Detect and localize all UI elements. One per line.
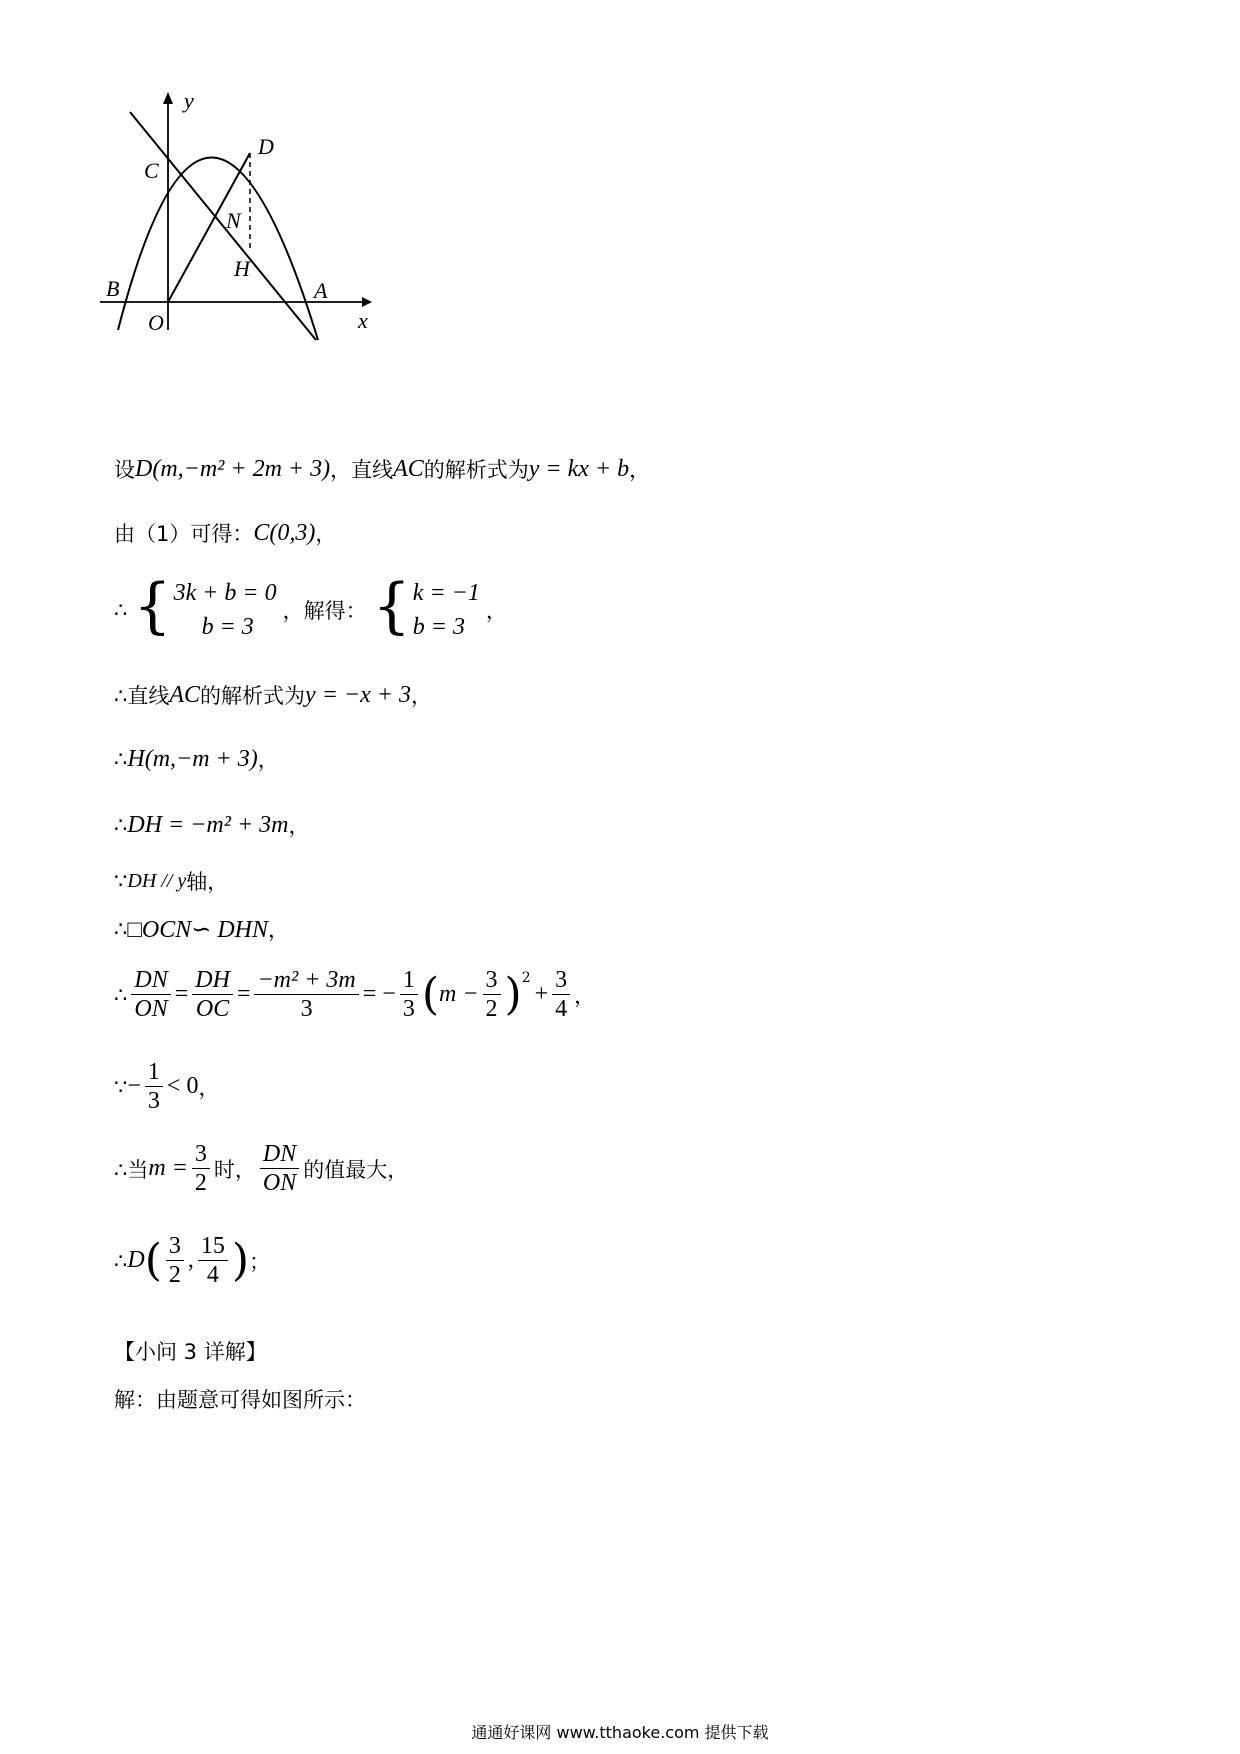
solution-line-2 xyxy=(114,518,336,548)
system-row: b = 3 xyxy=(201,614,254,640)
math-parallel: DH // y xyxy=(127,869,187,892)
fraction-dn-on xyxy=(131,966,170,1023)
section-heading xyxy=(114,1336,267,1366)
math-dh: DH = −m² + 3m xyxy=(127,811,289,838)
solution-line-3 xyxy=(114,571,507,644)
therefore-symbol: ∴ xyxy=(114,982,128,1007)
math-eq: y = kx + b xyxy=(528,455,630,482)
text: ， xyxy=(257,748,279,772)
system-row: k = −1 xyxy=(412,580,480,606)
math-d-point: D(m,−m² + 2m + 3) xyxy=(135,455,331,482)
numerator: 3 xyxy=(483,966,501,995)
text: 时， xyxy=(213,1157,256,1182)
denominator: ON xyxy=(134,996,168,1022)
label-c: C xyxy=(144,158,159,183)
numerator: 1 xyxy=(400,966,418,995)
text: 的值最大， xyxy=(303,1157,409,1182)
fraction-one-third xyxy=(145,1058,163,1115)
label-n: N xyxy=(226,208,241,233)
brace-icon: { xyxy=(133,571,172,641)
text: 的解析式为 xyxy=(200,684,306,708)
denominator: 3 xyxy=(402,996,415,1022)
text: ， xyxy=(574,983,596,1008)
denominator: 3 xyxy=(147,1088,160,1114)
parabola-figure xyxy=(100,90,430,390)
fraction-fifteen-quarters xyxy=(198,1232,228,1289)
fraction-three-halves xyxy=(483,966,501,1023)
solution-line-14 xyxy=(114,1384,366,1414)
denominator: OC xyxy=(195,996,230,1022)
label-x: x xyxy=(358,308,368,333)
text: 解：由题意可得如图所示： xyxy=(114,1388,366,1412)
solution-line-6 xyxy=(114,810,309,840)
solution-line-10: ∵ − $\frac{1}{3}$ < 0 ， xyxy=(114,1059,220,1114)
inequality: < 0 xyxy=(166,1073,199,1099)
fraction-three-halves xyxy=(166,1232,184,1289)
numerator: −m² + 3m xyxy=(254,966,358,995)
math-h-point: H(m,−m + 3) xyxy=(127,745,258,772)
math-ac: AC xyxy=(393,455,424,482)
equation-system-1 xyxy=(133,571,277,644)
fraction-three-quarters xyxy=(552,966,570,1023)
text: 的解析式为 xyxy=(423,458,529,482)
line-ac xyxy=(130,112,316,340)
because-symbol: ∵ xyxy=(114,1074,128,1099)
numerator: 15 xyxy=(198,1232,228,1261)
solution-line-12: ∴ D ( $\frac{3}{2}$ , $\frac{15}{4}$ ) ； xyxy=(114,1233,271,1288)
denominator: 2 xyxy=(194,1170,207,1196)
page-footer: 通通好课网 www.tthaoke.com 提供下载 xyxy=(471,1723,769,1742)
math-c-point: C(0,3) xyxy=(253,519,316,546)
system-row: b = 3 xyxy=(412,614,465,640)
therefore-symbol: ∴ xyxy=(114,917,128,941)
solution-line-9: ∴ $\frac{DN}{ON}$ = $\frac{DH}{OC}$ = $\frac{\text{−m² + 3m}}{3}$ = − $\frac{1}{3}$ ( m − $\frac{3}{2}$ ) $^2$ + $\frac{3}{4}$ ， xyxy=(114,967,596,1022)
text: ， xyxy=(629,458,651,482)
text: ， xyxy=(485,599,507,623)
math-d: D xyxy=(127,1247,145,1273)
text: 设 xyxy=(114,458,135,482)
math-eq: y = −x + 3 xyxy=(305,681,411,708)
text: 轴， xyxy=(186,870,229,894)
math-ac: AC xyxy=(169,681,201,708)
denominator: ON xyxy=(262,1170,297,1196)
fraction-one-third xyxy=(400,966,418,1023)
label-o: O xyxy=(148,310,164,335)
fraction-dn-on xyxy=(260,1140,299,1197)
numerator: DH xyxy=(192,966,233,995)
numerator: 3 xyxy=(166,1232,184,1261)
denominator: 3 xyxy=(300,996,313,1022)
numerator: 1 xyxy=(145,1058,163,1087)
text: ∴直线 xyxy=(114,684,170,708)
label-a: A xyxy=(314,278,328,303)
numerator: DN xyxy=(131,966,170,995)
text: ， xyxy=(288,814,310,838)
text: ，解得： xyxy=(282,599,367,623)
numerator: DN xyxy=(260,1140,299,1169)
label-b: B xyxy=(106,276,120,301)
solution-line-4 xyxy=(114,680,432,710)
text: ∴当 xyxy=(114,1157,149,1182)
because-symbol: ∵ xyxy=(114,869,128,893)
label-y: y xyxy=(184,90,194,113)
y-axis-arrow xyxy=(163,92,173,104)
solution-line-7 xyxy=(114,866,228,896)
denominator: 4 xyxy=(555,996,568,1022)
solution-line-8 xyxy=(114,914,289,944)
heading-text: 【小问 3 详解】 xyxy=(114,1340,267,1364)
solution-line-11 xyxy=(114,1140,408,1197)
math-similar: □OCN∽ DHN xyxy=(127,916,268,943)
therefore-symbol: ∴ xyxy=(114,1248,128,1273)
denominator: 2 xyxy=(168,1262,181,1288)
fraction-dh-oc xyxy=(192,966,233,1023)
text: ， xyxy=(315,522,337,546)
text: ， xyxy=(198,1075,220,1100)
denominator: 4 xyxy=(206,1262,219,1288)
numerator: 3 xyxy=(552,966,570,995)
fraction-three-halves xyxy=(192,1140,210,1197)
therefore-symbol: ∴ xyxy=(114,813,128,837)
label-h: H xyxy=(234,256,250,281)
numerator: 3 xyxy=(192,1140,210,1169)
system-row: 3k + b = 0 xyxy=(173,580,277,606)
denominator: 2 xyxy=(485,996,498,1022)
text: ； xyxy=(249,1249,271,1274)
fraction-expr xyxy=(254,966,358,1023)
equation-system-2 xyxy=(372,571,480,644)
therefore-symbol: ∴ xyxy=(114,598,128,622)
text: 由（1）可得： xyxy=(114,522,254,546)
text: ， xyxy=(410,684,432,708)
text: ， xyxy=(268,918,289,942)
therefore-symbol: ∴ xyxy=(114,747,128,771)
text: ，直线 xyxy=(330,458,394,482)
label-d: D xyxy=(258,134,274,159)
solution-line-5 xyxy=(114,744,279,774)
math-m: m = xyxy=(148,1155,188,1181)
brace-icon: { xyxy=(372,571,411,641)
x-axis-arrow xyxy=(362,297,372,307)
solution-line-1 xyxy=(114,454,650,484)
